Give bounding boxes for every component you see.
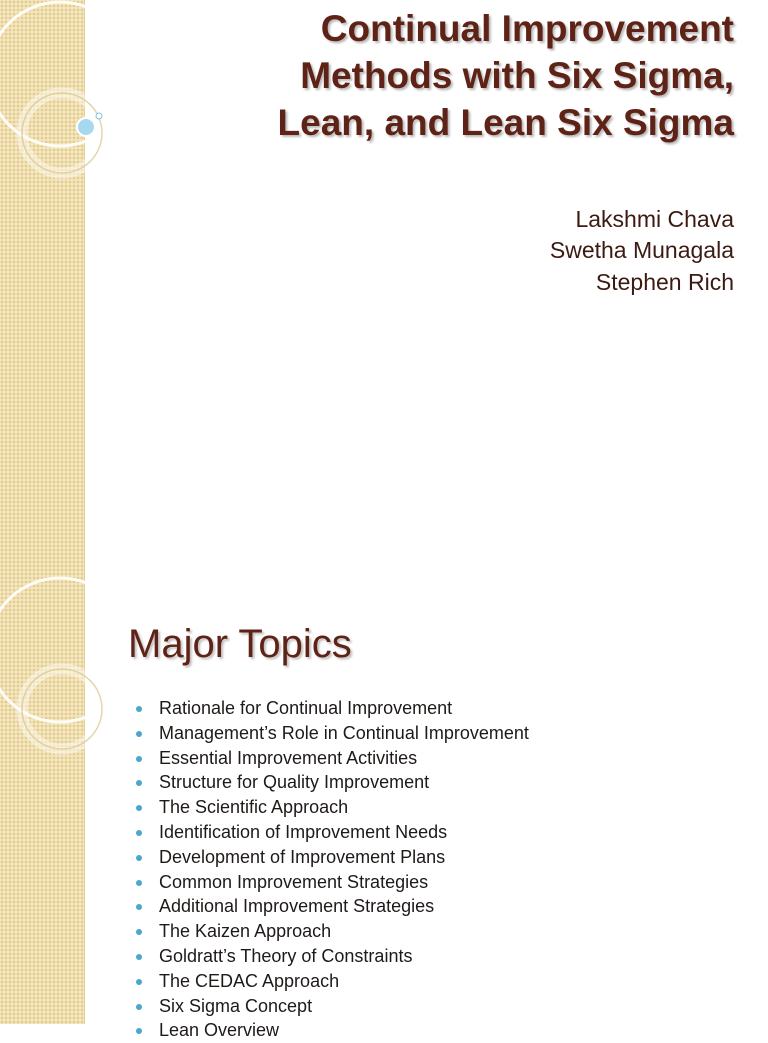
author-name: Stephen Rich bbox=[595, 268, 734, 295]
bullet-icon bbox=[136, 979, 142, 985]
decorative-rings-icon bbox=[0, 0, 130, 200]
list-item bbox=[135, 1018, 529, 1043]
author-name: Lakshmi Chava bbox=[575, 206, 734, 232]
list-item bbox=[135, 919, 529, 944]
topic-text: Six Sigma Concept bbox=[159, 995, 313, 1016]
bullet-icon bbox=[136, 929, 142, 935]
topic-text: Identification of Improvement Needs bbox=[159, 821, 448, 842]
bullet-icon bbox=[136, 731, 142, 737]
list-item bbox=[135, 746, 529, 771]
list-item bbox=[135, 770, 529, 795]
bullet-icon bbox=[136, 780, 142, 786]
list-item bbox=[135, 845, 529, 870]
list-item bbox=[135, 994, 529, 1019]
bullet-icon bbox=[136, 756, 142, 762]
topic-text: Structure for Quality Improvement bbox=[159, 772, 430, 793]
list-item bbox=[135, 969, 529, 994]
bullet-icon bbox=[136, 954, 142, 960]
topic-text: The CEDAC Approach bbox=[159, 970, 340, 991]
topics-slide bbox=[0, 576, 768, 1041]
bullet-icon bbox=[136, 805, 142, 811]
topic-text: Rationale for Continual Improvement bbox=[159, 698, 453, 718]
list-item bbox=[135, 721, 529, 746]
topic-text: Additional Improvement Strategies bbox=[159, 896, 435, 917]
list-item bbox=[135, 820, 529, 845]
topic-text: Lean Overview bbox=[159, 1020, 280, 1041]
bullet-icon bbox=[136, 855, 142, 861]
topic-text: Essential Improvement Activities bbox=[159, 747, 418, 768]
title-line: Lean, and Lean Six Sigma bbox=[277, 101, 734, 143]
topic-text: The Scientific Approach bbox=[159, 797, 349, 818]
bullet-icon bbox=[136, 1028, 142, 1034]
slide-heading: Major Topics bbox=[128, 622, 352, 666]
title-line: Methods with Six Sigma, bbox=[300, 54, 734, 96]
topic-text: Management’s Role in Continual Improvement bbox=[159, 722, 529, 743]
bullet-icon bbox=[136, 904, 142, 910]
list-item bbox=[135, 944, 529, 969]
list-item bbox=[135, 696, 529, 721]
bullet-icon bbox=[136, 880, 142, 886]
bullet-icon bbox=[136, 830, 142, 836]
topic-text: Goldratt’s Theory of Constraints bbox=[159, 945, 413, 966]
topic-list bbox=[135, 696, 529, 1043]
decorative-rings-icon bbox=[0, 576, 130, 776]
topic-text: The Kaizen Approach bbox=[159, 921, 332, 942]
bullet-icon bbox=[136, 706, 142, 712]
list-item bbox=[135, 894, 529, 919]
list-item bbox=[135, 870, 529, 895]
author-name: Swetha Munagala bbox=[549, 237, 734, 264]
topic-text: Development of Improvement Plans bbox=[159, 846, 446, 867]
bullet-icon bbox=[136, 1004, 142, 1010]
list-item bbox=[135, 795, 529, 820]
title-line: Continual Improvement bbox=[320, 8, 734, 49]
topic-text: Common Improvement Strategies bbox=[159, 871, 429, 892]
author-list bbox=[550, 204, 734, 298]
presentation-title bbox=[174, 6, 734, 147]
